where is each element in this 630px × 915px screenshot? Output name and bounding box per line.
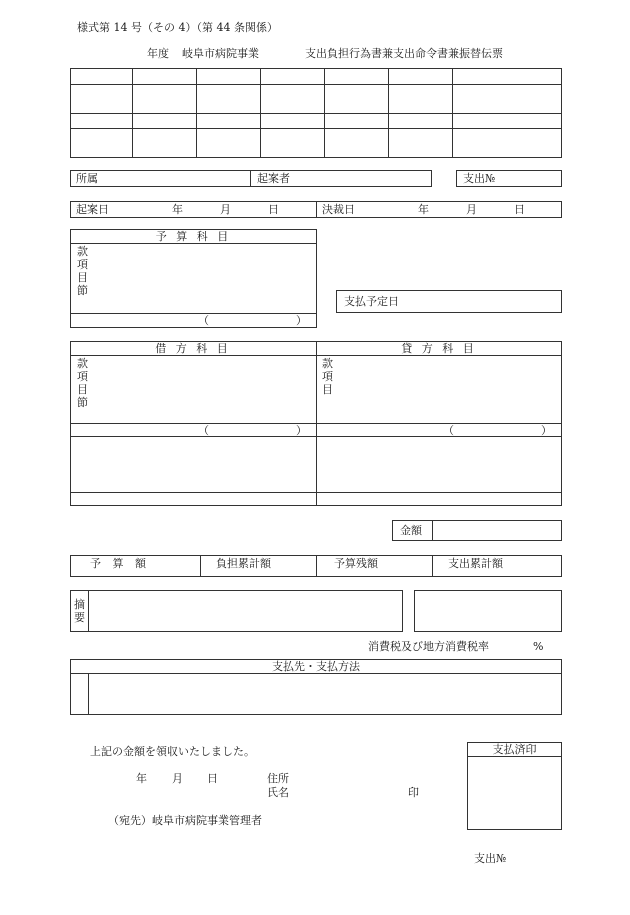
budget-footer-divider — [70, 313, 317, 314]
fiscal-year-label: 年度 — [147, 47, 169, 60]
kou-label: 項 — [77, 258, 88, 271]
kou-label: 項 — [77, 370, 88, 383]
kan-label: 款 — [77, 245, 88, 258]
grid-col-divider — [324, 68, 325, 158]
budget-amounts-divider — [316, 555, 317, 577]
debit-account-levels — [77, 357, 91, 409]
grid-col-divider — [388, 68, 389, 158]
addressee-line: （宛先）岐阜市病院事業管理者 — [108, 814, 262, 827]
draft-month-label: 月 — [220, 203, 231, 216]
summary-label: 摘 要 — [74, 598, 85, 624]
tax-rate-unit: % — [533, 640, 544, 653]
credit-paren-close: ） — [541, 424, 552, 437]
draft-year-label: 年 — [172, 203, 183, 216]
approval-year-label: 年 — [418, 203, 429, 216]
paid-stamp-area[interactable] — [469, 758, 560, 828]
debit-credit-bottom-divider — [70, 492, 562, 493]
credit-account-header: 貸 方 科 目 — [401, 342, 477, 355]
draft-date-label: 起案日 — [76, 203, 109, 216]
debit-credit-paren-top — [70, 423, 562, 424]
kou-label: 項 — [322, 370, 333, 383]
payee-header: 支払先・支払方法 — [272, 660, 360, 673]
grid-col-divider — [196, 68, 197, 158]
summary-side-field[interactable] — [414, 590, 562, 632]
amount-label: 金額 — [400, 524, 422, 537]
budget-account-levels — [77, 245, 91, 297]
organization-name: 岐阜市病院事業 — [182, 47, 259, 60]
budget-amounts-divider — [432, 555, 433, 577]
payee-side-divider — [88, 673, 89, 715]
receipt-statement: 上記の金額を領収いたしました。 — [90, 745, 255, 758]
name-label: 氏名 — [267, 786, 289, 799]
receipt-month-label: 月 — [172, 772, 183, 785]
document-title: 支出負担行為書兼支出命令書兼振替伝票 — [305, 47, 503, 60]
affiliation-divider — [250, 170, 251, 187]
moku-label: 目 — [77, 271, 88, 284]
kan-label: 款 — [322, 357, 333, 370]
cumulative-burden-label: 負担累計額 — [216, 557, 271, 570]
budget-paren-close: ） — [296, 314, 307, 327]
scheduled-payment-date-label: 支払予定日 — [344, 295, 399, 308]
grid-col-divider — [452, 68, 453, 158]
summary-label-divider — [88, 590, 89, 632]
grid-row-divider — [70, 84, 562, 85]
affiliation-drafter-row — [70, 170, 432, 187]
address-label: 住所 — [267, 772, 289, 785]
payment-number-label: 支出№ — [463, 172, 496, 185]
paid-stamp-header: 支払済印 — [492, 743, 537, 756]
debit-account-header: 借 方 科 目 — [155, 342, 231, 355]
kan-label: 款 — [77, 357, 88, 370]
dates-divider — [316, 201, 317, 218]
amount-divider — [432, 520, 433, 541]
setsu-label: 節 — [77, 284, 88, 297]
payee-field[interactable] — [90, 675, 560, 713]
affiliation-label: 所属 — [76, 172, 98, 185]
footer-payment-number-label: 支出№ — [474, 852, 507, 865]
summary-field[interactable] — [70, 590, 403, 632]
budget-paren-open: （ — [198, 314, 209, 327]
approval-day-label: 日 — [514, 203, 525, 216]
approval-date-label: 決裁日 — [322, 203, 355, 216]
budget-amount-label: 予 算 額 — [90, 557, 150, 570]
grid-row-divider — [70, 128, 562, 129]
form-number: 様式第 14 号（その 4）（第 44 条関係） — [77, 21, 278, 34]
draft-day-label: 日 — [268, 203, 279, 216]
receipt-year-label: 年 — [136, 772, 147, 785]
debit-credit-header-divider — [70, 355, 562, 356]
budget-remaining-label: 予算残額 — [334, 557, 378, 570]
credit-paren-open: （ — [443, 424, 454, 437]
setsu-label: 節 — [77, 396, 88, 409]
budget-amounts-divider — [200, 555, 201, 577]
approval-month-label: 月 — [466, 203, 477, 216]
cumulative-expense-label: 支出累計額 — [448, 557, 503, 570]
budget-account-header: 予 算 科 目 — [155, 230, 232, 243]
moku-label: 目 — [77, 383, 88, 396]
grid-row-divider — [70, 113, 562, 114]
grid-col-divider — [260, 68, 261, 158]
debit-credit-paren-bottom — [70, 436, 562, 437]
moku-label: 目 — [322, 383, 333, 396]
debit-paren-open: （ — [198, 424, 209, 437]
grid-col-divider — [132, 68, 133, 158]
tax-rate-label: 消費税及び地方消費税率 — [368, 640, 489, 653]
payee-header-divider — [70, 673, 562, 674]
seal-label: 印 — [408, 786, 419, 799]
receipt-day-label: 日 — [207, 772, 218, 785]
drafter-label: 起案者 — [257, 172, 290, 185]
debit-paren-close: ） — [296, 424, 307, 437]
credit-account-levels — [322, 357, 336, 396]
budget-header-divider — [70, 243, 317, 244]
paid-stamp-header-divider — [467, 756, 562, 757]
